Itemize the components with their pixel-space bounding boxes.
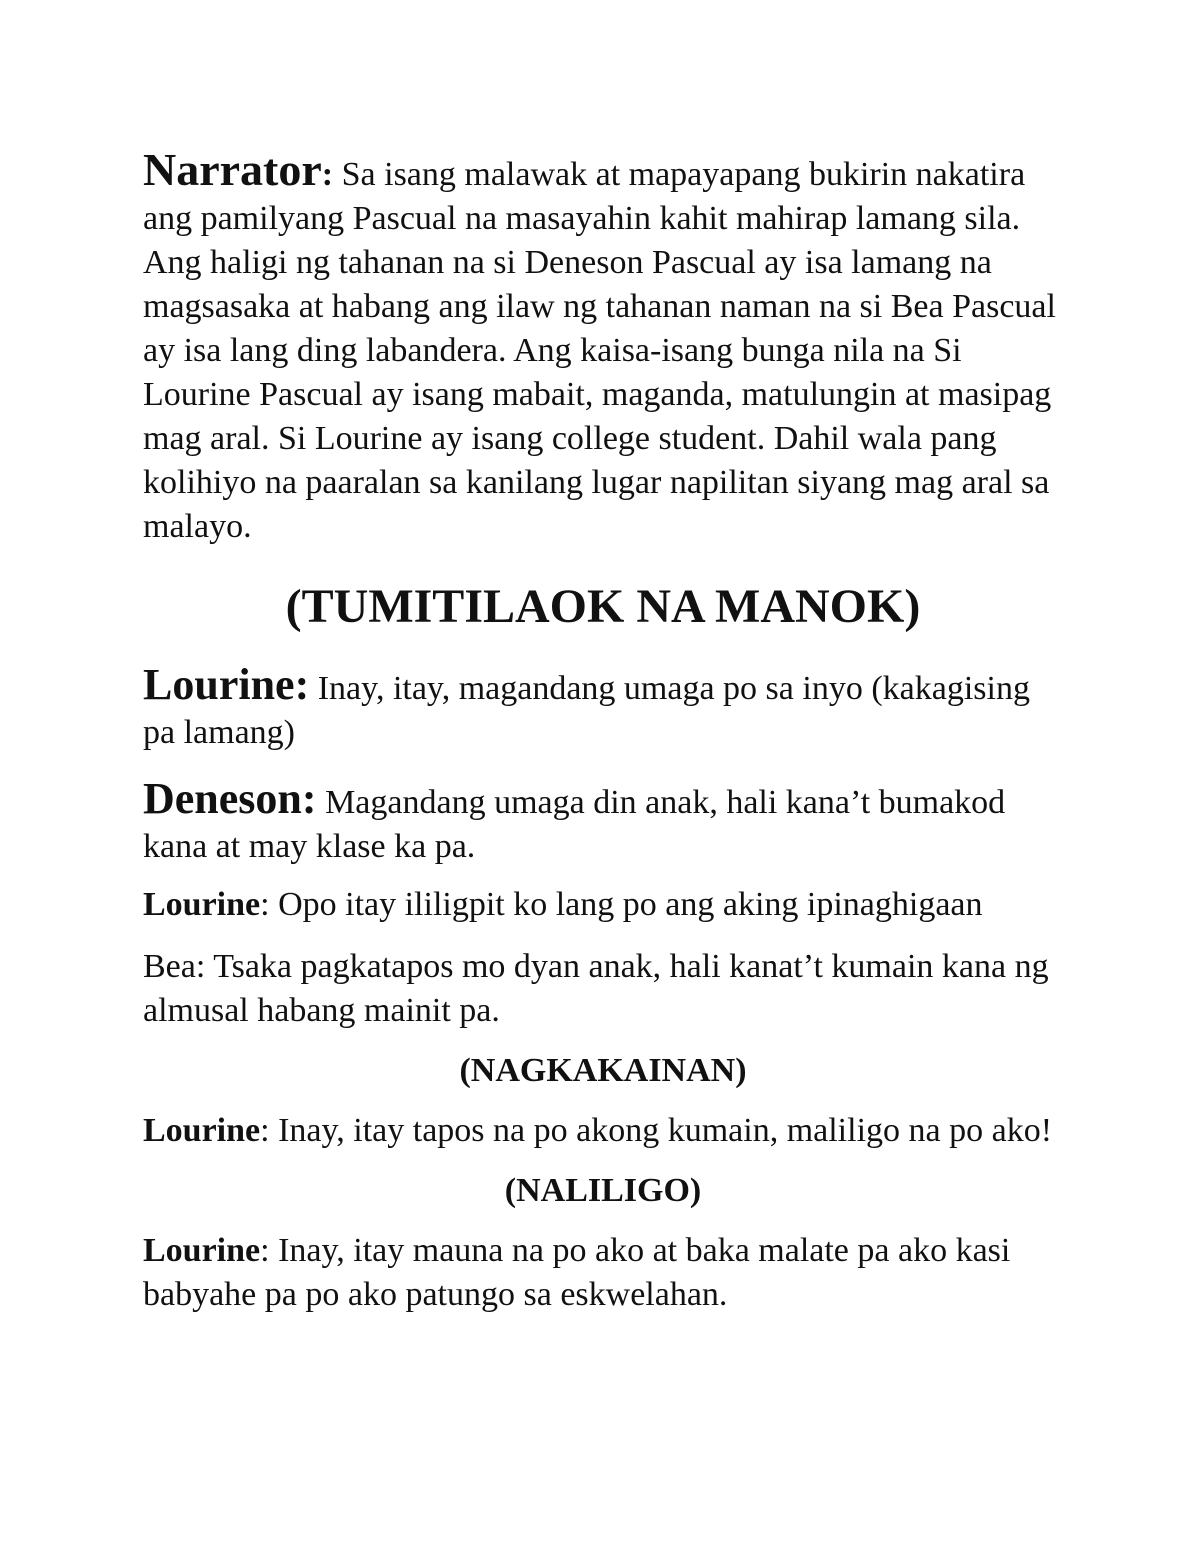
document-page [143,144,1063,1317]
dialogue-text: Inay, itay, magandang umaga po sa inyo (kakagising pa lamang) [143,670,1030,751]
dialogue-line [143,774,1063,869]
speaker-label: Narrator: [143,144,334,195]
speaker-label: Lourine [143,886,261,923]
dialogue-line [143,945,1063,1033]
stage-direction: (NALILIGO) [504,1172,702,1209]
dialogue-text: : Opo itay ililigpit ko lang po ang aking ipinaghigaan [260,886,983,923]
dialogue-text: : Inay, itay mauna na po ako at baka malate pa ako kasi babyahe pa po ako patungo sa eskwelahan. [143,1232,1011,1313]
dialogue-text: Magandang umaga din anak, hali kana’t bumakod kana at may klase ka pa. [143,784,1006,865]
dialogue-text: Bea: Tsaka pagkatapos mo dyan anak, hali kanat’t kumain kana ng almusal habang mainit pa. [143,948,1049,1029]
dialogue-line [143,660,1063,755]
dialogue-line [143,883,1063,927]
dialogue-text: : Inay, itay tapos na po akong kumain, maliligo na po ako! [260,1112,1053,1149]
speaker-label: Deneson: [143,774,317,823]
speaker-label: Lourine [143,1232,261,1269]
dialogue-line [143,1229,1063,1317]
dialogue-text: Sa isang malawak at mapayapang bukirin nakatira ang pamilyang Pascual na masayahin kahit mahirap lamang sila. Ang haligi ng tahanan na si Deneson Pascual ay isa lamang na magsasaka at habang ang ilaw ng tahanan naman na si Bea Pascual ay isa lang ding labandera. Ang kaisa-isang bunga nila na Si Lourine Pascual ay isang mabait, maganda, matulungin at masipag mag aral. Si Lourine ay isang college student. Dahil wala pang kolihiyo na paaralan sa kanilang lugar napilitan siyang mag aral sa malayo. [143,156,1056,545]
stage-direction-heading: (TUMITILAOK NA MANOK) [285,580,921,633]
speaker-label: Lourine [143,1112,261,1149]
speaker-label: Lourine: [143,660,310,709]
stage-direction: (NAGKAKAINAN) [459,1052,747,1089]
narrator-paragraph [143,144,1063,549]
dialogue-line [143,1109,1063,1153]
